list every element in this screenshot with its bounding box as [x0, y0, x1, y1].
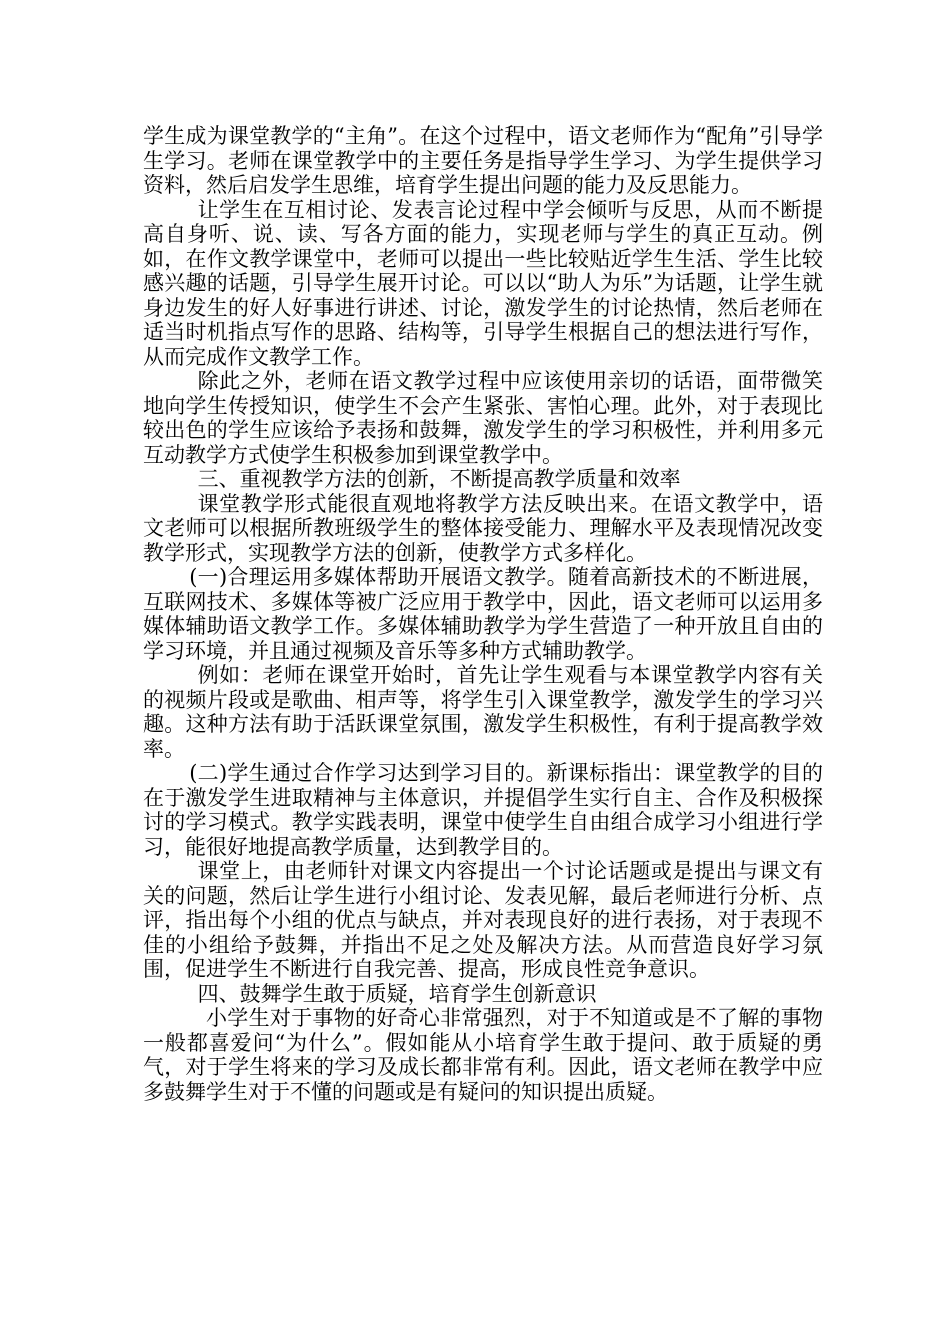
paragraph-7: (二)学生通过合作学习达到学习目的。新课标指出：课堂教学的目的在于激发学生进取精神与主体意识，并提倡学生实行自主、合作及积极探讨的学习模式。教学实践表明，课堂中使学生自由组合成学习小组进行学习，能很好地提高教学质量，达到教学目的。 — [143, 761, 823, 859]
paragraph-2: 让学生在互相讨论、发表言论过程中学会倾听与反思，从而不断提高自身听、说、读、写各方面的能力，实现老师与学生的真正互动。例如，在作文教学课堂中，老师可以提出一些比较贴近学生生活、学生比较感兴趣的话题，引导学生展开讨论。可以以“助人为乐”为话题，让学生就身边发生的好人好事进行讲述、讨论，激发学生的讨论热情，然后老师在适当时机指点写作的思路、结构等，引导学生根据自己的想法进行写作，从而完成作文教学工作。 — [143, 197, 823, 369]
paragraph-1: 学生成为课堂教学的“主角”。在这个过程中，语文老师作为“配角”引导学生学习。老师在课堂教学中的主要任务是指导学生学习、为学生提供学习资料，然后启发学生思维，培育学生提出问题的能力及反思能力。 — [143, 124, 823, 197]
paragraph-5: (一)合理运用多媒体帮助开展语文教学。随着高新技术的不断进展，互联网技术、多媒体等被广泛应用于教学中，因此，语文老师可以运用多媒体辅助语文教学工作。多媒体辅助教学为学生营造了一种开放且自由的学习环境，并且通过视频及音乐等多种方式辅助教学。 — [143, 565, 823, 663]
paragraph-3: 除此之外，老师在语文教学过程中应该使用亲切的话语，面带微笑地向学生传授知识，使学生不会产生紧张、害怕心理。此外，对于表现比较出色的学生应该给予表扬和鼓舞，激发学生的学习积极性，并利用多元互动教学方式使学生积极参加到课堂教学中。 — [143, 369, 823, 467]
paragraph-9: 小学生对于事物的好奇心非常强烈，对于不知道或是不了解的事物一般都喜爱问“为什么”。假如能从小培育学生敢于提问、敢于质疑的勇气，对于学生将来的学习及成长都非常有利。因此，语文老师在教学中应多鼓舞学生对于不懂的问题或是有疑问的知识提出质疑。 — [143, 1006, 823, 1104]
paragraph-6: 例如：老师在课堂开始时，首先让学生观看与本课堂教学内容有关的视频片段或是歌曲、相声等，将学生引入课堂教学，激发学生的学习兴趣。这种方法有助于活跃课堂氛围，激发学生积极性，有利于提高教学效率。 — [143, 663, 823, 761]
section-heading-4: 四、鼓舞学生敢于质疑，培育学生创新意识 — [197, 981, 597, 1006]
paragraph-4: 课堂教学形式能很直观地将教学方法反映出来。在语文教学中，语文老师可以根据所教班级学生的整体接受能力、理解水平及表现情况改变教学形式，实现教学方法的创新，使教学方式多样化。 — [143, 491, 823, 565]
document-body — [143, 124, 823, 1104]
section-heading-3: 三、重视教学方法的创新，不断提高教学质量和效率 — [197, 467, 681, 491]
paragraph-8: 课堂上，由老师针对课文内容提出一个讨论话题或是提出与课文有关的问题，然后让学生进行小组讨论、发表见解，最后老师进行分析、点评，指出每个小组的优点与缺点，并对表现良好的进行表扬，对于表现不佳的小组给予鼓舞，并指出不足之处及解决方法。从而营造良好学习氛围，促进学生不断进行自我完善、提高，形成良性竞争意识。 — [143, 859, 823, 981]
